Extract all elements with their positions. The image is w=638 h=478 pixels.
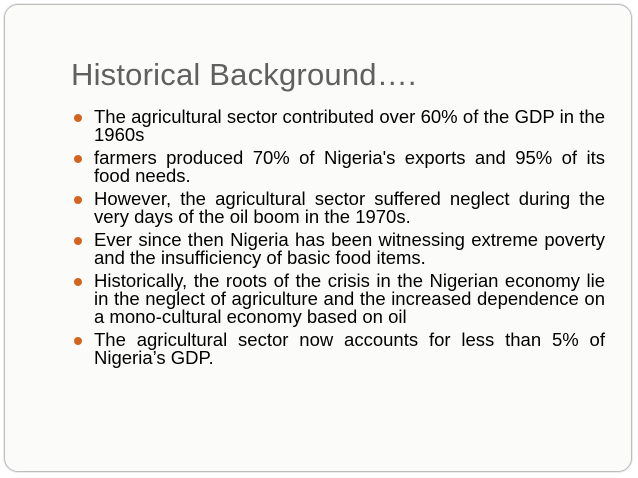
- bullet-dot-icon: [74, 278, 82, 286]
- slide: [4, 4, 632, 472]
- bullet-text: The agricultural sector now accounts for less than 5% of Nigeria’s GDP.: [94, 329, 605, 368]
- bullet-dot-icon: [74, 114, 82, 122]
- bullet-item: [73, 108, 605, 144]
- bullet-item: [73, 149, 605, 185]
- bullet-list: [73, 108, 605, 372]
- bullet-dot-icon: [74, 155, 82, 163]
- bullet-text: farmers produced 70% of Nigeria's exports and 95% of its food needs.: [94, 147, 605, 186]
- bullet-dot-icon: [74, 196, 82, 204]
- bullet-item: [73, 272, 605, 326]
- bullet-text: Ever since then Nigeria has been witnessing extreme poverty and the insufficiency of basic food items.: [94, 229, 605, 268]
- bullet-text: Historically, the roots of the crisis in the Nigerian economy lie in the neglect of agriculture and the increased dependence on a mono-cultural economy based on oil: [94, 270, 605, 327]
- bullet-item: [73, 190, 605, 226]
- bullet-item: [73, 331, 605, 367]
- bullet-text: The agricultural sector contributed over 60% of the GDP in the 1960s: [94, 106, 605, 145]
- bullet-dot-icon: [74, 237, 82, 245]
- bullet-text: However, the agricultural sector suffered neglect during the very days of the oil boom in the 1970s.: [94, 188, 605, 227]
- bullet-dot-icon: [74, 337, 82, 345]
- slide-title: Historical Background….: [71, 57, 417, 92]
- bullet-item: [73, 231, 605, 267]
